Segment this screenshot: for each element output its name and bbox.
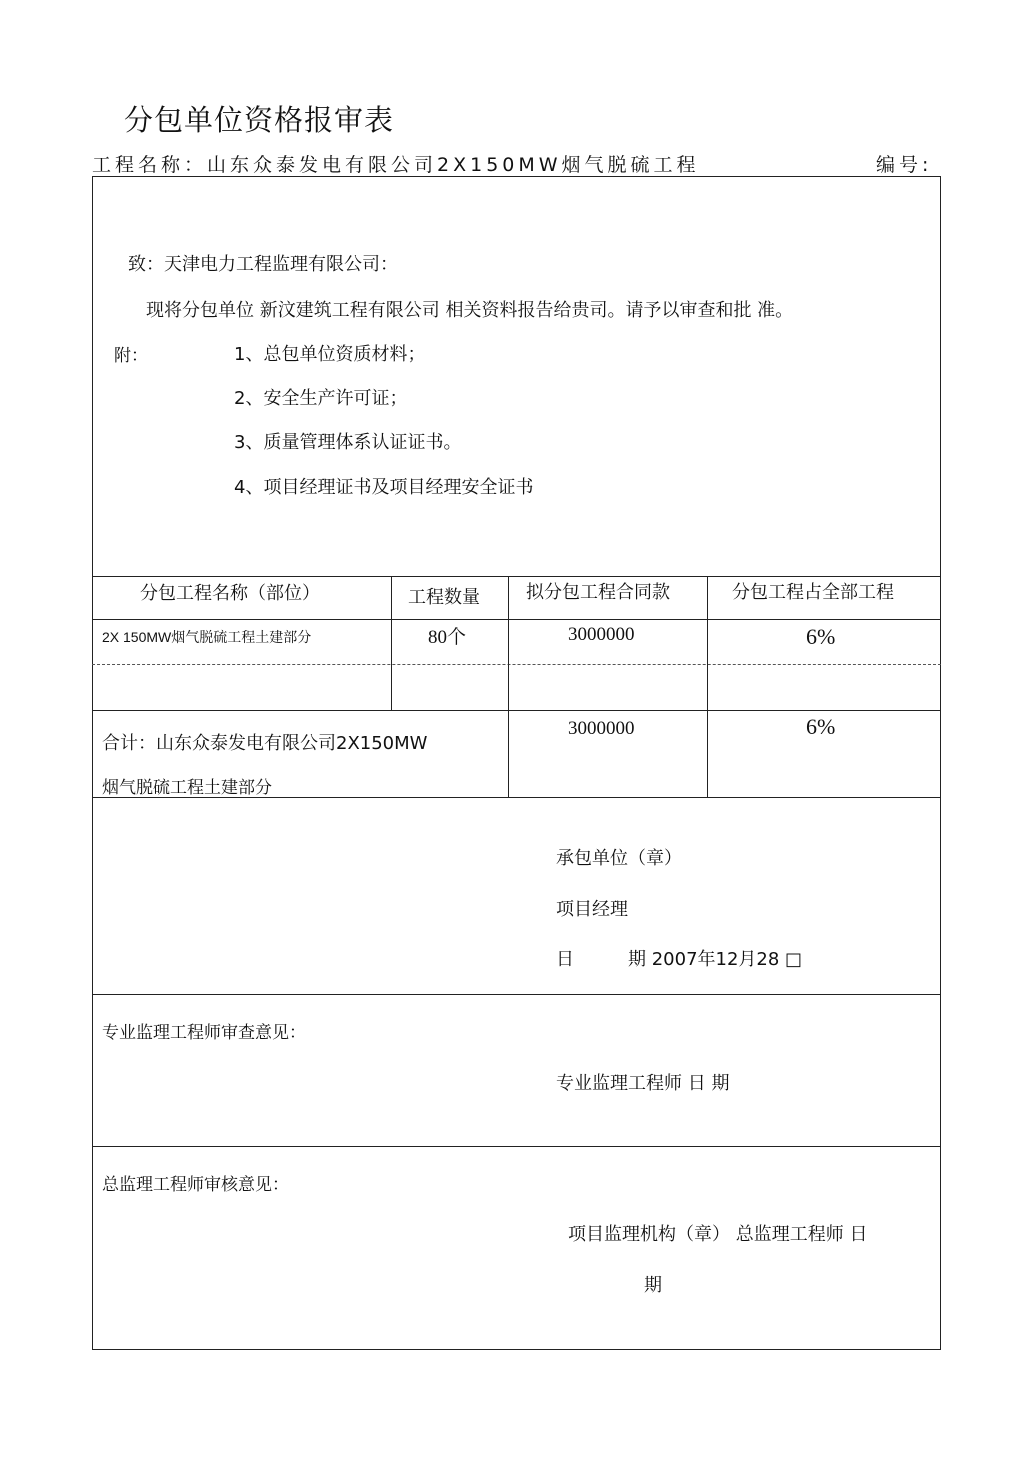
- chief-signature-label: 项目监理机构（章） 总监理工程师 日: [568, 1224, 868, 1245]
- table-top-border: [92, 176, 941, 177]
- table-cell-quantity: 80个: [428, 627, 467, 648]
- total-contract-amount: 3000000: [568, 718, 635, 739]
- date-label: 日: [556, 949, 574, 970]
- form-number-label: 编号:: [876, 154, 933, 176]
- table-cell-percentage: 6%: [806, 624, 836, 649]
- column-divider: [707, 576, 708, 797]
- attachment-item: 2、安全生产许可证；: [234, 388, 408, 409]
- divider: [92, 664, 941, 665]
- form-title: 分包单位资格报审表: [124, 103, 395, 137]
- chief-opinion-label: 总监理工程师审核意见：: [102, 1175, 289, 1195]
- letter-body: 现将分包单位 新汶建筑工程有限公司 相关资料报告给贵司。请予以审查和批 准。: [146, 300, 794, 321]
- project-name: 工程名称：山东众泰发电有限公司2X150MW烟气脱硫工程: [92, 154, 700, 176]
- attachment-label: 附：: [114, 346, 148, 366]
- table-right-border: [940, 176, 941, 1350]
- letter-recipient: 致：天津电力工程监理有限公司：: [128, 254, 398, 275]
- date-value: 期 2007年12月28 □: [628, 949, 803, 970]
- attachment-item: 3、质量管理体系认证证书。: [234, 432, 462, 453]
- column-header-quantity: 工程数量: [408, 587, 480, 608]
- total-label: 合计：山东众泰发电有限公司2X150MW: [102, 733, 428, 754]
- specialist-signature-label: 专业监理工程师 日 期: [556, 1073, 730, 1094]
- project-manager-label: 项目经理: [556, 899, 628, 920]
- attachment-item: 4、项目经理证书及项目经理安全证书: [234, 477, 534, 498]
- table-bottom-border: [92, 1349, 941, 1350]
- specialist-opinion-label: 专业监理工程师审查意见：: [102, 1023, 306, 1043]
- total-label-continued: 烟气脱硫工程土建部分: [102, 778, 272, 798]
- divider: [92, 576, 941, 577]
- total-percentage: 6%: [806, 714, 836, 739]
- divider: [92, 1146, 941, 1147]
- column-header-subcontract-name: 分包工程名称（部位）: [140, 583, 320, 604]
- divider: [92, 994, 941, 995]
- column-header-percentage: 分包工程占全部工程: [732, 582, 894, 603]
- divider: [92, 619, 941, 620]
- table-cell-subcontract-name: 2X 150MW烟气脱硫工程土建部分: [102, 629, 312, 645]
- column-divider: [508, 576, 509, 797]
- column-header-contract-amount: 拟分包工程合同款: [526, 582, 670, 603]
- attachment-item: 1、总包单位资质材料；: [234, 344, 426, 365]
- chief-signature-label-continued: 期: [644, 1275, 662, 1296]
- divider: [92, 710, 941, 711]
- table-cell-contract-amount: 3000000: [568, 624, 635, 645]
- table-left-border: [92, 176, 93, 1350]
- contractor-seal: 承包单位（章）: [556, 848, 682, 869]
- column-divider: [391, 576, 392, 710]
